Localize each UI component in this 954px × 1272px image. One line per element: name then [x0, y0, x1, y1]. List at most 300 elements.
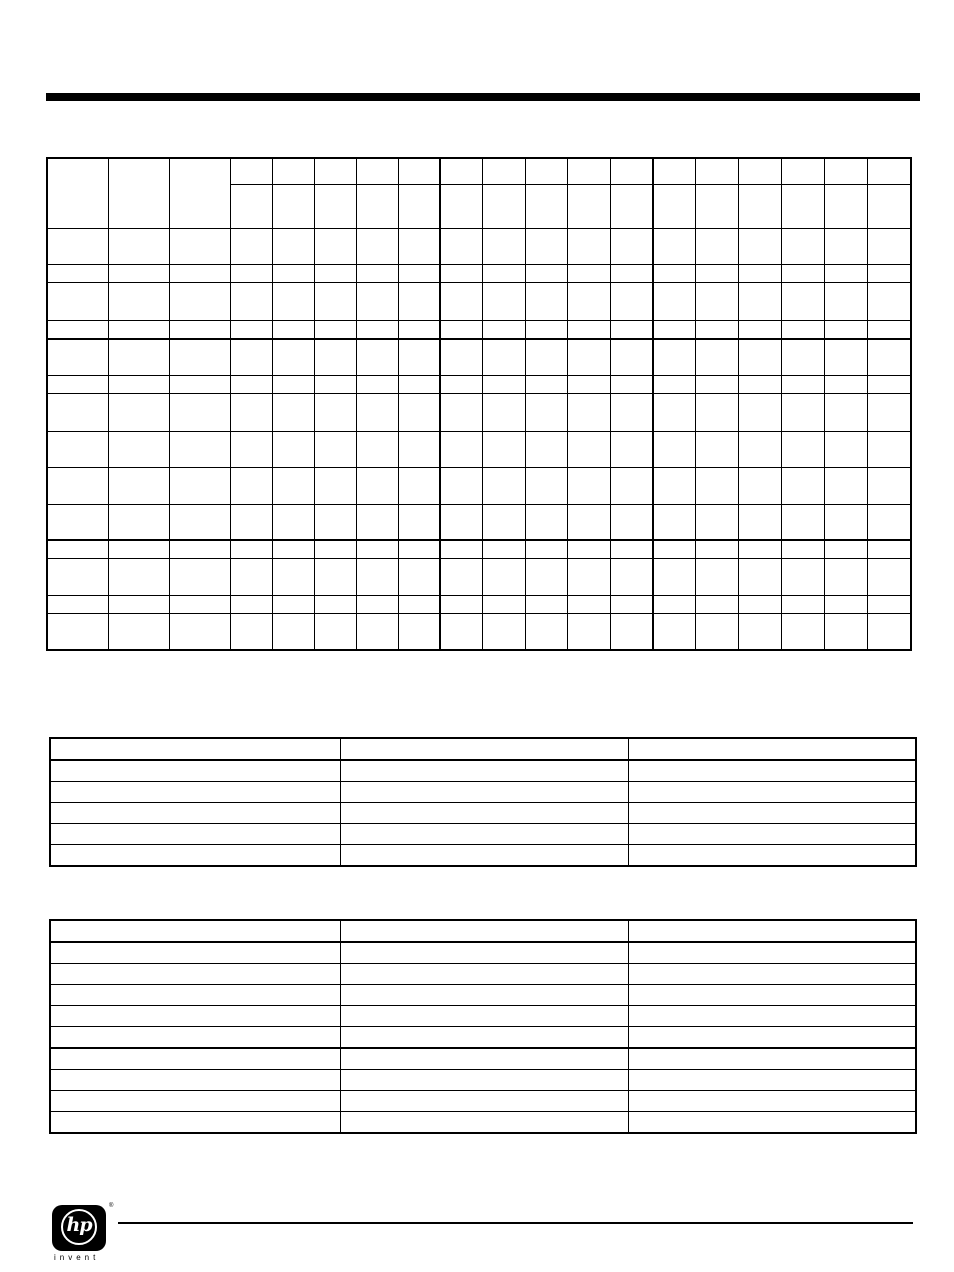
table-cell [47, 394, 108, 431]
table-cell [782, 614, 825, 650]
table-cell [782, 282, 825, 320]
table-cell [526, 504, 568, 540]
table-row [47, 614, 911, 650]
table-cell [314, 339, 356, 376]
table-cell [482, 264, 525, 282]
table-header-cell [568, 158, 611, 184]
table-cell [611, 467, 653, 504]
table-header-cell [739, 184, 782, 228]
table-cell [482, 467, 525, 504]
table-cell [696, 540, 739, 558]
table-cell [398, 540, 440, 558]
table-cell [108, 321, 169, 339]
table-cell [108, 431, 169, 467]
table-row [50, 1048, 916, 1070]
table-cell [272, 540, 314, 558]
table-cell [398, 596, 440, 614]
table-cell [653, 596, 696, 614]
table-cell [108, 559, 169, 596]
table-cell [825, 394, 868, 431]
table-cell [653, 376, 696, 394]
table-cell [653, 321, 696, 339]
table-cell [825, 264, 868, 282]
table-cell [739, 321, 782, 339]
table-cell [340, 1112, 628, 1134]
table-cell [526, 339, 568, 376]
table-cell [47, 321, 108, 339]
table-header-cell [169, 158, 230, 228]
table-cell [739, 467, 782, 504]
table-cell [108, 614, 169, 650]
table-cell [108, 596, 169, 614]
table-cell [108, 394, 169, 431]
table-header-cell [568, 184, 611, 228]
table-cell [169, 614, 230, 650]
table-cell [482, 504, 525, 540]
table-cell [356, 614, 398, 650]
table-cell [825, 282, 868, 320]
table-cell [825, 614, 868, 650]
table-cell [868, 614, 911, 650]
table-cell [47, 339, 108, 376]
table-cell [868, 596, 911, 614]
table-cell [108, 376, 169, 394]
table-cell [440, 264, 482, 282]
table-header-cell [356, 158, 398, 184]
table-cell [440, 321, 482, 339]
table-cell [272, 228, 314, 264]
table-cell [398, 394, 440, 431]
table-cell [314, 559, 356, 596]
table-row [47, 394, 911, 431]
table-cell [230, 376, 272, 394]
table-cell [739, 614, 782, 650]
table-cell [440, 376, 482, 394]
table-cell [340, 845, 628, 867]
table-cell [739, 264, 782, 282]
table-cell [825, 504, 868, 540]
table-cell [782, 596, 825, 614]
table-cell [169, 467, 230, 504]
table-cell [482, 228, 525, 264]
table-cell [272, 264, 314, 282]
table-header-cell [398, 158, 440, 184]
table-cell [628, 760, 916, 782]
table-cell [526, 467, 568, 504]
table-cell [482, 376, 525, 394]
table-cell [628, 964, 916, 985]
table-header-cell [356, 184, 398, 228]
table-row [50, 920, 916, 942]
table-cell [356, 376, 398, 394]
table-cell [611, 540, 653, 558]
table-cell [272, 596, 314, 614]
table-cell [230, 596, 272, 614]
table-cell [568, 321, 611, 339]
table-row [50, 738, 916, 760]
table-cell [628, 782, 916, 803]
table-cell [314, 264, 356, 282]
table-header-cell [782, 184, 825, 228]
table-cell [526, 376, 568, 394]
table-cell [526, 614, 568, 650]
table-cell [611, 376, 653, 394]
table-cell [482, 282, 525, 320]
table-cell [611, 228, 653, 264]
table-cell [868, 504, 911, 540]
table-header-cell [868, 184, 911, 228]
table-header-cell [482, 184, 525, 228]
table-cell [526, 264, 568, 282]
table-header-cell [653, 184, 696, 228]
table-row [50, 964, 916, 985]
table-cell [482, 614, 525, 650]
table-cell [340, 760, 628, 782]
hp-logo [52, 1203, 114, 1263]
table-cell [230, 431, 272, 467]
table-cell [696, 614, 739, 650]
table-header-cell [108, 158, 169, 228]
table-header-cell [696, 158, 739, 184]
table-cell [526, 321, 568, 339]
table-cell [314, 504, 356, 540]
table-cell [272, 559, 314, 596]
table-cell [108, 282, 169, 320]
table-cell [340, 920, 628, 942]
table-cell [340, 1091, 628, 1112]
table-row [47, 540, 911, 558]
table-cell [628, 920, 916, 942]
table-cell [782, 559, 825, 596]
table-cell [50, 985, 340, 1006]
table-cell [314, 376, 356, 394]
hp-logo-text: hp [66, 1214, 92, 1236]
table-cell [568, 559, 611, 596]
table-cell [526, 394, 568, 431]
table-cell [440, 540, 482, 558]
table-cell [782, 504, 825, 540]
table-cell [526, 540, 568, 558]
table-row [47, 504, 911, 540]
table-cell [272, 321, 314, 339]
table-cell [568, 431, 611, 467]
table-cell [50, 942, 340, 964]
table-cell [50, 920, 340, 942]
table-cell [340, 803, 628, 824]
table-cell [356, 282, 398, 320]
table-cell [739, 596, 782, 614]
table-cell [825, 376, 868, 394]
table-cell [696, 228, 739, 264]
table-cell [230, 394, 272, 431]
table-cell [169, 264, 230, 282]
table-cell [398, 614, 440, 650]
table-cell [868, 467, 911, 504]
table-header-cell [526, 158, 568, 184]
table-cell [169, 282, 230, 320]
table-cell [398, 467, 440, 504]
table-cell [696, 559, 739, 596]
table-row [50, 1006, 916, 1027]
table-cell [356, 559, 398, 596]
table-cell [440, 467, 482, 504]
table-cell [108, 540, 169, 558]
header-rule [46, 93, 920, 101]
table-cell [398, 282, 440, 320]
table-cell [739, 431, 782, 467]
table-cell [868, 228, 911, 264]
spec-table-1 [49, 737, 917, 867]
table-cell [356, 504, 398, 540]
table-cell [169, 504, 230, 540]
table-cell [696, 321, 739, 339]
table-cell [825, 431, 868, 467]
table-cell [169, 376, 230, 394]
table-row [50, 1070, 916, 1091]
table-cell [230, 264, 272, 282]
table-cell [398, 228, 440, 264]
table-cell [108, 339, 169, 376]
table-cell [739, 376, 782, 394]
table-cell [340, 942, 628, 964]
table-cell [868, 321, 911, 339]
table-cell [696, 282, 739, 320]
table-cell [696, 264, 739, 282]
table-cell [272, 504, 314, 540]
table-cell [50, 1048, 340, 1070]
table-cell [50, 824, 340, 845]
table-header-cell [230, 184, 272, 228]
table-cell [314, 614, 356, 650]
table-row [47, 321, 911, 339]
table-cell [356, 431, 398, 467]
table-cell [868, 431, 911, 467]
table-cell [314, 540, 356, 558]
table-row [47, 376, 911, 394]
table-cell [696, 376, 739, 394]
table-cell [653, 264, 696, 282]
table-cell [653, 431, 696, 467]
table-cell [398, 504, 440, 540]
table-cell [230, 504, 272, 540]
table-cell [314, 467, 356, 504]
table-cell [230, 540, 272, 558]
table-cell [50, 803, 340, 824]
table-cell [169, 540, 230, 558]
table-cell [272, 467, 314, 504]
table-cell [272, 282, 314, 320]
configuration-matrix-table [46, 157, 912, 651]
table-cell [340, 1048, 628, 1070]
table-cell [50, 782, 340, 803]
table-cell [739, 339, 782, 376]
table-cell [868, 376, 911, 394]
table-cell [868, 559, 911, 596]
table-cell [568, 376, 611, 394]
table-cell [440, 431, 482, 467]
table-row [47, 431, 911, 467]
table-cell [611, 596, 653, 614]
table-cell [568, 540, 611, 558]
table-cell [47, 264, 108, 282]
table-cell [340, 1027, 628, 1049]
table-cell [356, 321, 398, 339]
table-row [47, 339, 911, 376]
table-cell [47, 431, 108, 467]
table-cell [440, 228, 482, 264]
table-cell [628, 1091, 916, 1112]
table-cell [314, 321, 356, 339]
table-cell [356, 467, 398, 504]
table-cell [526, 596, 568, 614]
table-cell [568, 394, 611, 431]
table-cell [696, 596, 739, 614]
table-cell [50, 1027, 340, 1049]
table-cell [782, 376, 825, 394]
table-cell [628, 1112, 916, 1134]
table-header-cell [440, 158, 482, 184]
table-cell [868, 394, 911, 431]
table-cell [340, 1070, 628, 1091]
table-cell [611, 614, 653, 650]
table-cell [272, 376, 314, 394]
footer-rule [118, 1222, 913, 1224]
table-cell [482, 339, 525, 376]
table-cell [739, 540, 782, 558]
table-cell [398, 559, 440, 596]
table-row [47, 228, 911, 264]
table-cell [482, 321, 525, 339]
table-cell [398, 264, 440, 282]
table-cell [568, 264, 611, 282]
table-cell [568, 504, 611, 540]
table-cell [440, 504, 482, 540]
table-cell [628, 1048, 916, 1070]
table-cell [108, 228, 169, 264]
table-cell [653, 504, 696, 540]
table-cell [272, 394, 314, 431]
table-cell [696, 339, 739, 376]
table-header-cell [526, 184, 568, 228]
table-cell [314, 431, 356, 467]
table-cell [47, 614, 108, 650]
table-header-cell [47, 158, 108, 228]
table-header-cell [825, 158, 868, 184]
table-row [50, 803, 916, 824]
table-header-cell [868, 158, 911, 184]
table-cell [230, 559, 272, 596]
table-cell [50, 845, 340, 867]
table-cell [526, 228, 568, 264]
table-row [47, 596, 911, 614]
table-cell [825, 339, 868, 376]
table-cell [825, 467, 868, 504]
table-row [47, 264, 911, 282]
table-cell [825, 540, 868, 558]
table-cell [47, 504, 108, 540]
table-cell [611, 339, 653, 376]
table-header-cell [782, 158, 825, 184]
table-cell [50, 738, 340, 760]
table-cell [272, 614, 314, 650]
table-cell [628, 824, 916, 845]
table-cell [440, 394, 482, 431]
table-row [50, 760, 916, 782]
table-cell [482, 431, 525, 467]
table-cell [653, 559, 696, 596]
table-cell [782, 264, 825, 282]
table-cell [868, 339, 911, 376]
table-cell [169, 596, 230, 614]
table-cell [47, 376, 108, 394]
table-cell [108, 504, 169, 540]
table-cell [653, 540, 696, 558]
table-cell [169, 559, 230, 596]
table-cell [482, 559, 525, 596]
table-cell [356, 228, 398, 264]
table-cell [340, 824, 628, 845]
table-cell [230, 228, 272, 264]
table-row [50, 942, 916, 964]
table-header-cell [440, 184, 482, 228]
table-cell [611, 321, 653, 339]
table-cell [398, 321, 440, 339]
table-cell [628, 1006, 916, 1027]
table-header-cell [739, 158, 782, 184]
table-cell [230, 467, 272, 504]
table-cell [825, 321, 868, 339]
table-cell [440, 559, 482, 596]
table-cell [356, 264, 398, 282]
table-cell [739, 282, 782, 320]
table-cell [314, 596, 356, 614]
table-cell [628, 803, 916, 824]
table-cell [356, 339, 398, 376]
table-cell [314, 282, 356, 320]
table-cell [272, 339, 314, 376]
table-cell [169, 339, 230, 376]
table-cell [340, 782, 628, 803]
table-cell [825, 228, 868, 264]
table-cell [611, 431, 653, 467]
table-cell [825, 559, 868, 596]
table-cell [611, 559, 653, 596]
table-cell [696, 431, 739, 467]
table-cell [230, 339, 272, 376]
table-cell [47, 540, 108, 558]
table-header-cell [482, 158, 525, 184]
table-cell [230, 614, 272, 650]
table-row [50, 845, 916, 867]
table-cell [50, 1091, 340, 1112]
hp-logo-badge [52, 1205, 106, 1251]
table-cell [868, 264, 911, 282]
table-cell [739, 394, 782, 431]
table-cell [47, 282, 108, 320]
table-header-cell [825, 184, 868, 228]
table-row [50, 1027, 916, 1049]
table-row [50, 782, 916, 803]
table-cell [628, 738, 916, 760]
table-cell [356, 540, 398, 558]
table-cell [568, 596, 611, 614]
table-cell [482, 394, 525, 431]
table-cell [739, 228, 782, 264]
table-cell [108, 264, 169, 282]
table-header-cell [272, 158, 314, 184]
table-cell [50, 1070, 340, 1091]
table-cell [739, 559, 782, 596]
